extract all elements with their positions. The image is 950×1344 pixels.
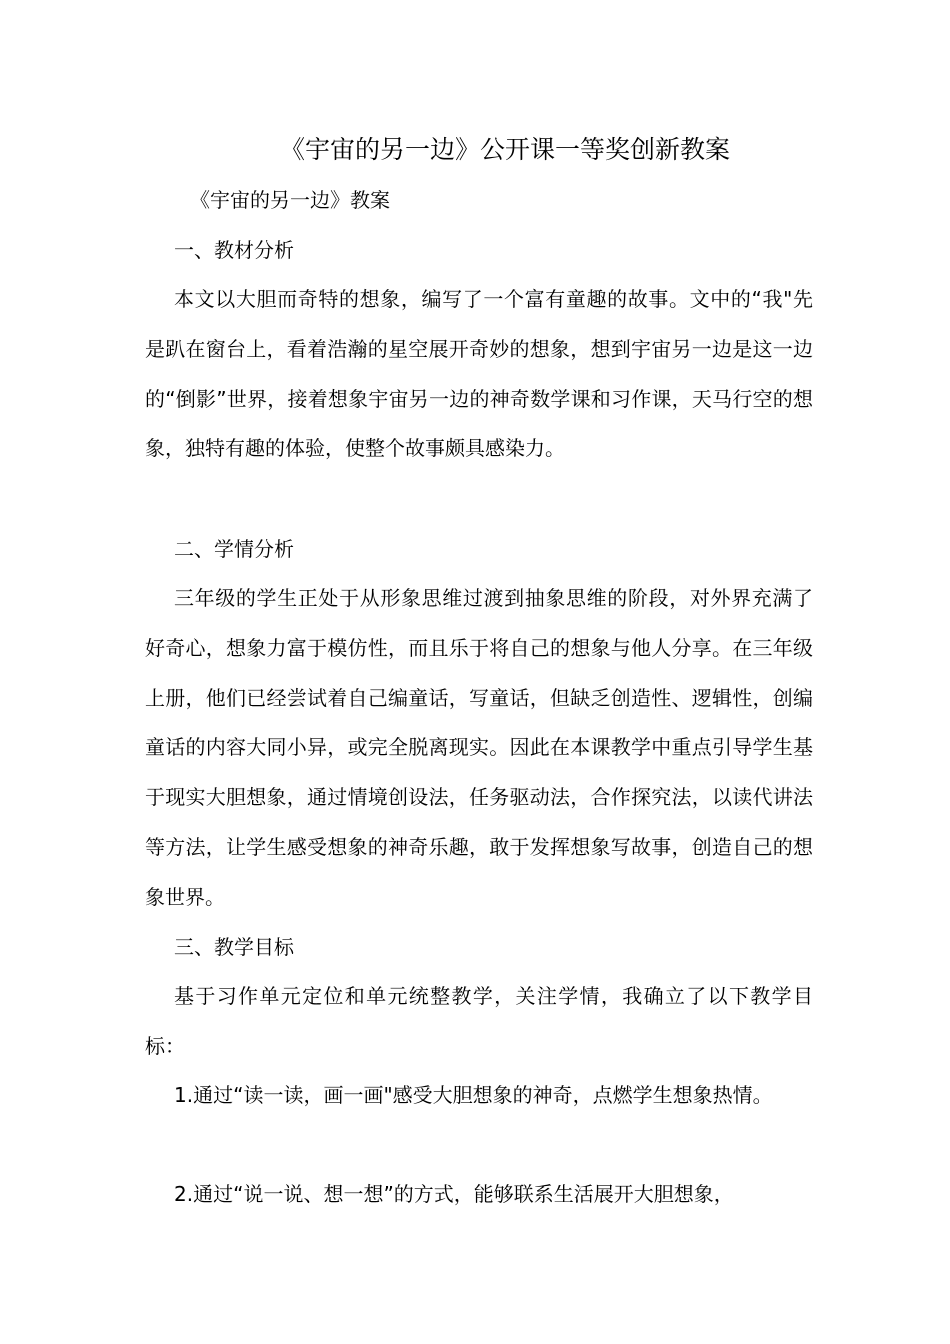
document-subtitle: 《宇宙的另一边》教案 bbox=[190, 188, 390, 212]
paragraph-goal-1: 1.通过“读一读，画一画"感受大胆想象的神奇，点燃学生想象热情。 bbox=[174, 1083, 773, 1107]
section-heading-student-analysis: 二、学情分析 bbox=[174, 537, 294, 561]
paragraph-goal-2: 2.通过“说一说、想一想”的方式，能够联系生活展开大胆想象， bbox=[174, 1182, 734, 1206]
paragraph-textbook-analysis: 本文以大胆而奇特的想象，编写了一个富有童趣的故事。文中的“我"先是趴在窗台上，看着浩瀚的星空展开奇妙的想象，想到宇宙另一边是这一边的“倒影”世界，接着想象宇宙另一边的神奇数学课和习作课，天马行空的想象，独特有趣的体验，使整个故事颇具感染力。 bbox=[145, 287, 813, 461]
paragraph-teaching-goals-intro: 基于习作单元定位和单元统整教学，关注学情，我确立了以下教学目标： bbox=[145, 984, 813, 1058]
section-heading-teaching-goals: 三、教学目标 bbox=[174, 935, 294, 959]
paragraph-student-analysis: 三年级的学生正处于从形象思维过渡到抽象思维的阶段，对外界充满了好奇心，想象力富于模仿性，而且乐于将自己的想象与他人分享。在三年级上册，他们已经尝试着自己编童话，写童话，但缺乏创造性、逻辑性，创编童话的内容大同小异，或完全脱离现实。因此在本课教学中重点引导学生基于现实大胆想象，通过情境创设法，任务驱动法，合作探究法，以读代讲法等方法，让学生感受想象的神奇乐趣，敢于发挥想象写故事，创造自己的想象世界。 bbox=[145, 586, 813, 909]
document-title: 《宇宙的另一边》公开课一等奖创新教案 bbox=[279, 135, 730, 164]
section-heading-textbook-analysis: 一、教材分析 bbox=[174, 238, 294, 262]
